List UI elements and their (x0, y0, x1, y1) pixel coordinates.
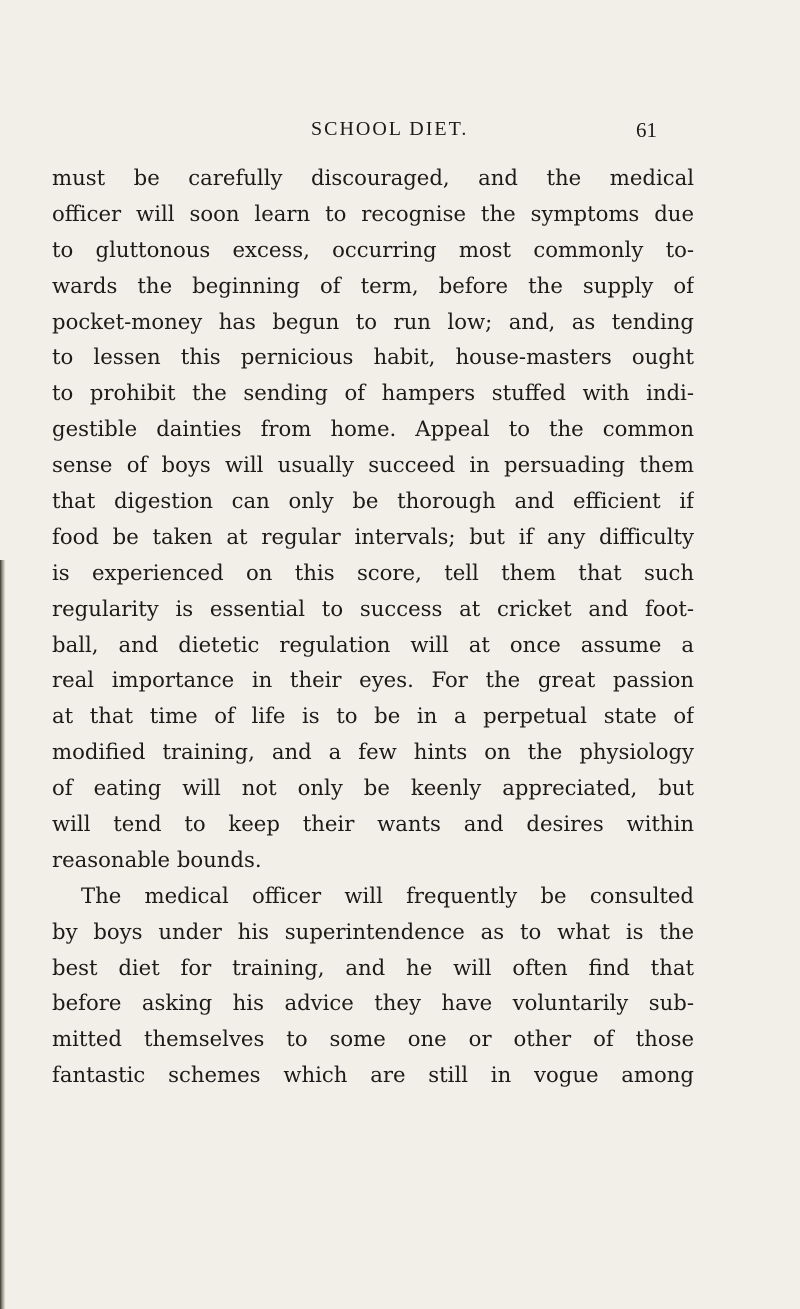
text-line: to gluttonous excess, occurring most commonly to- (52, 236, 694, 262)
text-line: food be taken at regular intervals; but if any difficulty (52, 523, 694, 549)
text-line: best diet for training, and he will often find that (52, 954, 694, 980)
text-line: will tend to keep their wants and desires within (52, 811, 694, 837)
text-line: sense of boys will usually succeed in persuading them (52, 452, 694, 478)
text-line: The medical officer will frequently be consulted (81, 882, 694, 908)
text-line: regularity is essential to success at cricket and foot- (52, 595, 694, 621)
text-line: by boys under his superintendence as to what is the (52, 918, 694, 944)
text-line: officer will soon learn to recognise the symptoms due (52, 200, 694, 226)
running-title: SCHOOL DIET. (311, 118, 469, 140)
text-line: gestible dainties from home. Appeal to the common (52, 416, 694, 442)
text-line: of eating will not only be keenly appreciated, but (52, 775, 694, 801)
running-head (0, 118, 800, 148)
text-line: that digestion can only be thorough and efficient if (52, 488, 694, 514)
text-line: to prohibit the sending of hampers stuffed with indi- (52, 380, 694, 406)
text-line: reasonable bounds. (52, 846, 262, 872)
page-edge-shadow (0, 560, 5, 1309)
text-line: mitted themselves to some one or other of those (52, 1026, 694, 1052)
text-line: to lessen this pernicious habit, house-masters ought (52, 344, 694, 370)
text-line: ball, and dietetic regulation will at once assume a (52, 631, 694, 657)
text-line: is experienced on this score, tell them that such (52, 559, 694, 585)
text-line: before asking his advice they have voluntarily sub- (52, 990, 694, 1016)
page-number: 61 (636, 118, 657, 142)
paragraph-1 (52, 160, 694, 878)
text-line: at that time of life is to be in a perpetual state of (52, 703, 694, 729)
body-text (52, 160, 694, 1093)
text-line: must be carefully discouraged, and the medical (52, 165, 694, 190)
paragraph-2 (52, 878, 694, 1093)
text-line: fantastic schemes which are still in vogue among (52, 1062, 694, 1088)
text-line: pocket-money has begun to run low; and, as tending (52, 308, 694, 334)
text-line: modified training, and a few hints on the physiology (52, 739, 694, 765)
text-line: real importance in their eyes. For the great passion (52, 667, 694, 693)
text-line: wards the beginning of term, before the supply of (52, 272, 694, 298)
